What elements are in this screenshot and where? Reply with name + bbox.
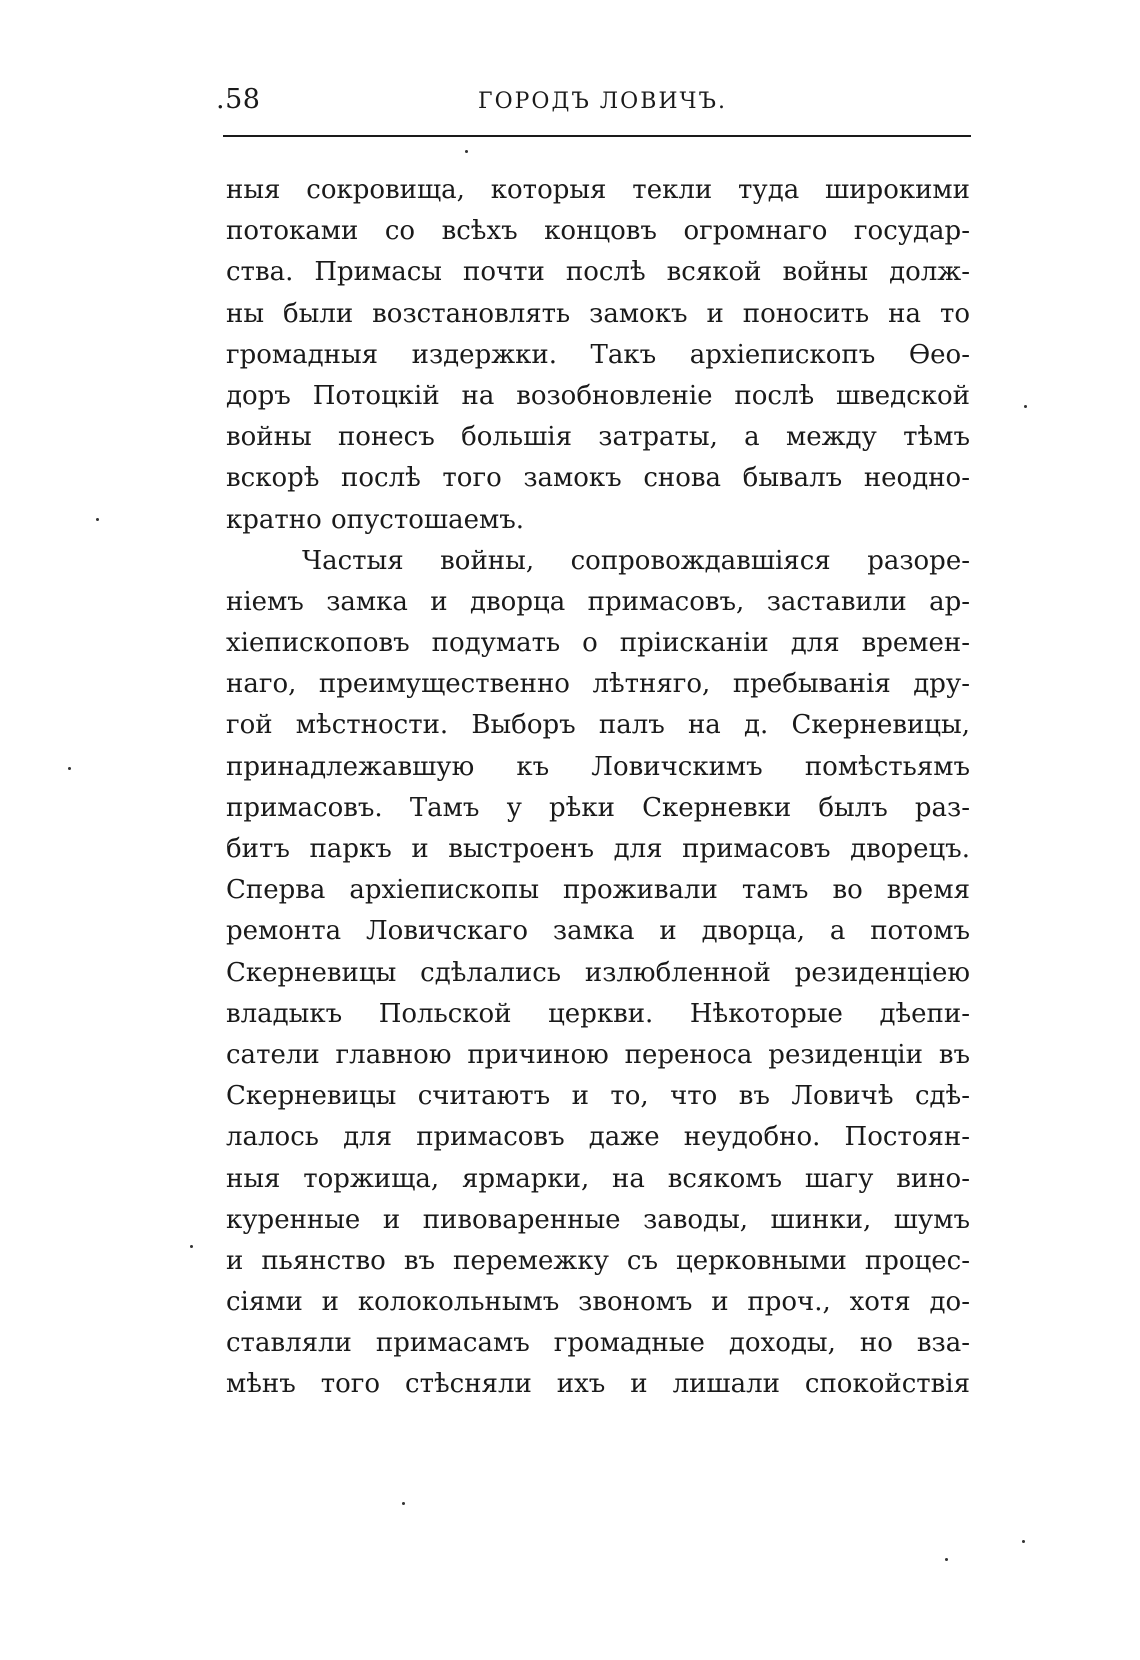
- body-text: [226, 170, 970, 1406]
- scan-speck: [96, 518, 99, 521]
- text-line: гой мѣстности. Выборъ палъ на д. Скерневицы,: [226, 710, 970, 741]
- text-line: Сперва архіепископы проживали тамъ во время: [226, 875, 970, 906]
- scan-speck: [1022, 1540, 1025, 1543]
- header-rule: [223, 135, 971, 137]
- text-line: доръ Потоцкій на возобновленіе послѣ шведской: [226, 380, 970, 411]
- scan-speck: [402, 1502, 405, 1505]
- paragraph-1: [226, 170, 970, 541]
- text-line: мѣнъ того стѣсняли ихъ и лишали спокойствія: [226, 1369, 970, 1400]
- text-line: ныя сокровища, которыя текли туда широкими: [226, 175, 970, 205]
- page-header: [216, 82, 970, 122]
- text-line: и пьянство въ перемежку съ церковными процес-: [226, 1245, 970, 1276]
- text-line: примасовъ. Тамъ у рѣки Скерневки былъ раз-: [226, 792, 970, 823]
- page-number: .58: [216, 84, 261, 115]
- text-line: лалось для примасовъ даже неудобно. Постоян-: [226, 1122, 970, 1153]
- text-line: хіепископовъ подумать о пріисканіи для времен-: [226, 628, 970, 659]
- text-line: войны понесъ большія затраты, а между тѣмъ: [226, 422, 970, 453]
- text-line: Частыя войны, сопровождавшіяся разоре-: [302, 545, 970, 576]
- scan-speck: [1024, 405, 1027, 408]
- text-line: сатели главною причиною переноса резиденціи въ: [226, 1039, 970, 1070]
- text-line: ніемъ замка и дворца примасовъ, заставили ар-: [226, 586, 970, 617]
- text-line: ства. Примасы почти послѣ всякой войны долж-: [226, 257, 970, 288]
- text-line: Скерневицы сдѣлались излюбленной резиденціею: [226, 957, 970, 988]
- text-line: куренные и пивоваренные заводы, шинки, шумъ: [226, 1204, 970, 1235]
- text-line: принадлежавшую къ Ловичскимъ помѣстьямъ: [226, 751, 970, 782]
- text-line: наго, преимущественно лѣтняго, пребыванія дру-: [226, 669, 970, 700]
- scan-speck: [465, 150, 468, 153]
- text-line: ны были возстановлять замокъ и поносить на то: [226, 298, 970, 329]
- text-line: громадныя издержки. Такъ архіепископъ Ѳео-: [226, 339, 970, 370]
- scan-speck: [68, 767, 71, 770]
- text-line: битъ паркъ и выстроенъ для примасовъ дворецъ.: [226, 834, 970, 864]
- running-title: ГОРОДЪ ЛОВИЧЪ.: [478, 89, 728, 114]
- text-line: потоками со всѣхъ концовъ огромнаго государ-: [226, 216, 970, 247]
- text-line: ныя торжища, ярмарки, на всякомъ шагу вино-: [226, 1163, 970, 1194]
- text-line: Скерневицы считаютъ и то, что въ Ловичѣ сдѣ-: [226, 1081, 970, 1112]
- text-line: ремонта Ловичскаго замка и дворца, а потомъ: [226, 916, 970, 947]
- text-line: ставляли примасамъ громадные доходы, но вза-: [226, 1328, 970, 1359]
- paragraph-2: [226, 541, 970, 1406]
- text-line: кратно опустошаемъ.: [226, 504, 524, 535]
- scan-speck: [190, 1245, 193, 1248]
- scan-speck: [945, 1558, 948, 1561]
- text-line: владыкъ Польской церкви. Нѣкоторые дѣепи-: [226, 998, 970, 1029]
- text-line: сіями и колокольнымъ звономъ и проч., хотя до-: [226, 1287, 970, 1318]
- text-line: вскорѣ послѣ того замокъ снова бывалъ неодно-: [226, 463, 970, 494]
